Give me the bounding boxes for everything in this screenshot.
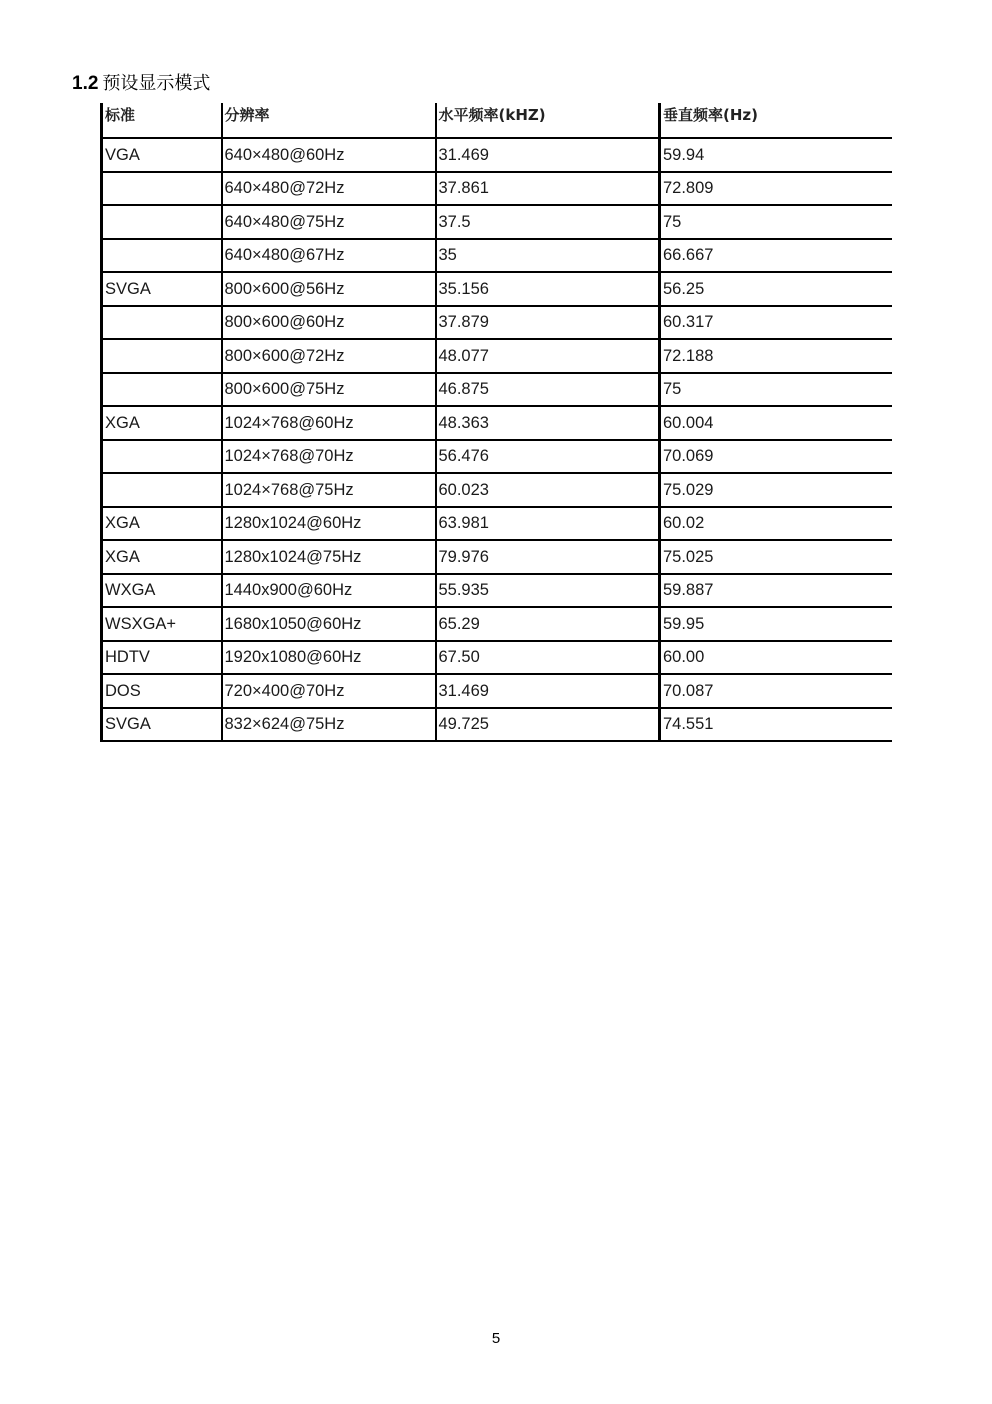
resolution-cell: 640×480@67Hz: [222, 239, 436, 273]
vertical-frequency-cell: 70.069: [660, 440, 892, 474]
table-row: [102, 205, 892, 239]
standard-cell: [102, 339, 222, 373]
table-row: [102, 641, 892, 675]
resolution-cell: 1440x900@60Hz: [222, 574, 436, 608]
vertical-frequency-cell: 60.00: [660, 641, 892, 675]
resolution-cell: 1280x1024@75Hz: [222, 540, 436, 574]
vertical-frequency-cell: 59.94: [660, 138, 892, 172]
horizontal-frequency-cell: 67.50: [436, 641, 660, 675]
vertical-frequency-cell: 75.025: [660, 540, 892, 574]
section-heading: [72, 72, 210, 96]
horizontal-frequency-cell: 55.935: [436, 574, 660, 608]
horizontal-frequency-cell: 63.981: [436, 507, 660, 541]
vertical-frequency-cell: 60.02: [660, 507, 892, 541]
table-row: [102, 306, 892, 340]
vertical-frequency-cell: 59.95: [660, 607, 892, 641]
horizontal-frequency-cell: 37.861: [436, 172, 660, 206]
vertical-frequency-cell: 60.317: [660, 306, 892, 340]
horizontal-frequency-cell: 35: [436, 239, 660, 273]
header-horizontal-frequency: 水平频率(kHZ): [436, 103, 660, 138]
standard-cell: [102, 473, 222, 507]
horizontal-frequency-cell: 35.156: [436, 272, 660, 306]
vertical-frequency-cell: 72.809: [660, 172, 892, 206]
standard-cell: [102, 205, 222, 239]
horizontal-frequency-cell: 31.469: [436, 138, 660, 172]
horizontal-frequency-cell: 65.29: [436, 607, 660, 641]
standard-cell: XGA: [102, 406, 222, 440]
resolution-cell: 1024×768@70Hz: [222, 440, 436, 474]
table-row: [102, 138, 892, 172]
resolution-cell: 800×600@56Hz: [222, 272, 436, 306]
vertical-frequency-cell: 56.25: [660, 272, 892, 306]
standard-cell: [102, 306, 222, 340]
table-row: [102, 473, 892, 507]
table-row: [102, 440, 892, 474]
header-resolution: 分辨率: [222, 103, 436, 138]
vertical-frequency-cell: 75.029: [660, 473, 892, 507]
resolution-cell: 800×600@60Hz: [222, 306, 436, 340]
standard-cell: XGA: [102, 540, 222, 574]
standard-cell: SVGA: [102, 272, 222, 306]
resolution-cell: 1920x1080@60Hz: [222, 641, 436, 675]
standard-cell: [102, 373, 222, 407]
section-number: 1.2: [72, 73, 99, 94]
horizontal-frequency-cell: 79.976: [436, 540, 660, 574]
horizontal-frequency-cell: 56.476: [436, 440, 660, 474]
table-row: [102, 507, 892, 541]
display-modes-table-body: [102, 103, 892, 741]
resolution-cell: 1024×768@75Hz: [222, 473, 436, 507]
standard-cell: WSXGA+: [102, 607, 222, 641]
resolution-cell: 800×600@72Hz: [222, 339, 436, 373]
table-row: [102, 574, 892, 608]
table-row: [102, 373, 892, 407]
horizontal-frequency-cell: 31.469: [436, 674, 660, 708]
standard-cell: VGA: [102, 138, 222, 172]
standard-cell: WXGA: [102, 574, 222, 608]
horizontal-frequency-cell: 49.725: [436, 708, 660, 742]
vertical-frequency-cell: 70.087: [660, 674, 892, 708]
resolution-cell: 1280x1024@60Hz: [222, 507, 436, 541]
standard-cell: XGA: [102, 507, 222, 541]
vertical-frequency-cell: 59.887: [660, 574, 892, 608]
standard-cell: [102, 172, 222, 206]
horizontal-frequency-cell: 37.5: [436, 205, 660, 239]
table-row: [102, 172, 892, 206]
standard-cell: SVGA: [102, 708, 222, 742]
header-standard: 标准: [102, 103, 222, 138]
horizontal-frequency-cell: 60.023: [436, 473, 660, 507]
vertical-frequency-cell: 75: [660, 205, 892, 239]
resolution-cell: 1024×768@60Hz: [222, 406, 436, 440]
table-row: [102, 540, 892, 574]
table-row: [102, 607, 892, 641]
horizontal-frequency-cell: 48.077: [436, 339, 660, 373]
horizontal-frequency-cell: 46.875: [436, 373, 660, 407]
vertical-frequency-cell: 72.188: [660, 339, 892, 373]
page-number: 5: [491, 1330, 501, 1347]
resolution-cell: 800×600@75Hz: [222, 373, 436, 407]
section-title: 预设显示模式: [102, 73, 211, 94]
resolution-cell: 1680x1050@60Hz: [222, 607, 436, 641]
vertical-frequency-cell: 66.667: [660, 239, 892, 273]
header-vertical-frequency: 垂直频率(Hz): [660, 103, 892, 138]
standard-cell: DOS: [102, 674, 222, 708]
resolution-cell: 640×480@75Hz: [222, 205, 436, 239]
table-row: [102, 272, 892, 306]
vertical-frequency-cell: 75: [660, 373, 892, 407]
resolution-cell: 640×480@60Hz: [222, 138, 436, 172]
standard-cell: [102, 440, 222, 474]
table-row: [102, 708, 892, 742]
display-modes-table: [100, 103, 892, 742]
table-row: [102, 406, 892, 440]
table-header-row: [102, 103, 892, 138]
horizontal-frequency-cell: 48.363: [436, 406, 660, 440]
resolution-cell: 832×624@75Hz: [222, 708, 436, 742]
standard-cell: [102, 239, 222, 273]
table-row: [102, 339, 892, 373]
table-row: [102, 674, 892, 708]
horizontal-frequency-cell: 37.879: [436, 306, 660, 340]
vertical-frequency-cell: 60.004: [660, 406, 892, 440]
vertical-frequency-cell: 74.551: [660, 708, 892, 742]
resolution-cell: 720×400@70Hz: [222, 674, 436, 708]
table-row: [102, 239, 892, 273]
standard-cell: HDTV: [102, 641, 222, 675]
resolution-cell: 640×480@72Hz: [222, 172, 436, 206]
